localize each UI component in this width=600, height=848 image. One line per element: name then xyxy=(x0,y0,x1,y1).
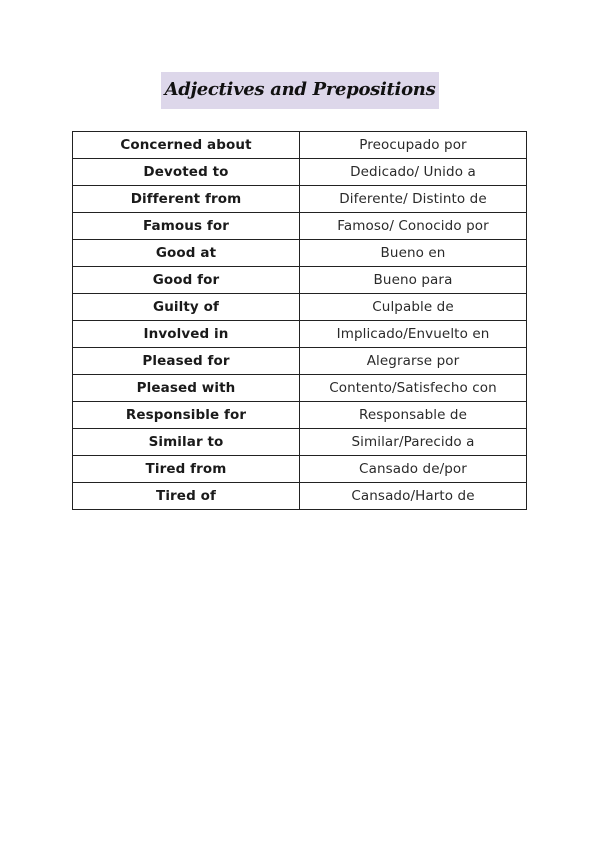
spanish-translation-cell: Diferente/ Distinto de xyxy=(300,186,527,213)
english-phrase-cell: Involved in xyxy=(73,321,300,348)
spanish-translation-cell: Culpable de xyxy=(300,294,527,321)
table-row xyxy=(73,429,527,456)
page-title: Adjectives and Prepositions xyxy=(161,72,440,109)
spanish-translation-cell: Bueno en xyxy=(300,240,527,267)
vocabulary-table-body xyxy=(73,132,527,510)
spanish-translation-cell: Cansado/Harto de xyxy=(300,483,527,510)
table-row xyxy=(73,159,527,186)
spanish-translation-cell: Famoso/ Conocido por xyxy=(300,213,527,240)
english-phrase-cell: Similar to xyxy=(73,429,300,456)
english-phrase-cell: Good for xyxy=(73,267,300,294)
spanish-translation-cell: Preocupado por xyxy=(300,132,527,159)
table-row xyxy=(73,483,527,510)
spanish-translation-cell: Contento/Satisfecho con xyxy=(300,375,527,402)
english-phrase-cell: Pleased with xyxy=(73,375,300,402)
title-container xyxy=(0,72,600,109)
spanish-translation-cell: Responsable de xyxy=(300,402,527,429)
english-phrase-cell: Tired from xyxy=(73,456,300,483)
table-row xyxy=(73,240,527,267)
english-phrase-cell: Pleased for xyxy=(73,348,300,375)
table-row xyxy=(73,348,527,375)
english-phrase-cell: Devoted to xyxy=(73,159,300,186)
english-phrase-cell: Guilty of xyxy=(73,294,300,321)
english-phrase-cell: Concerned about xyxy=(73,132,300,159)
english-phrase-cell: Famous for xyxy=(73,213,300,240)
table-row xyxy=(73,402,527,429)
table-row xyxy=(73,213,527,240)
spanish-translation-cell: Alegrarse por xyxy=(300,348,527,375)
spanish-translation-cell: Cansado de/por xyxy=(300,456,527,483)
english-phrase-cell: Tired of xyxy=(73,483,300,510)
english-phrase-cell: Responsible for xyxy=(73,402,300,429)
spanish-translation-cell: Implicado/Envuelto en xyxy=(300,321,527,348)
table-row xyxy=(73,186,527,213)
table-row xyxy=(73,375,527,402)
spanish-translation-cell: Similar/Parecido a xyxy=(300,429,527,456)
vocabulary-table xyxy=(72,131,527,510)
table-row xyxy=(73,294,527,321)
english-phrase-cell: Good at xyxy=(73,240,300,267)
table-row xyxy=(73,456,527,483)
spanish-translation-cell: Dedicado/ Unido a xyxy=(300,159,527,186)
table-row xyxy=(73,132,527,159)
spanish-translation-cell: Bueno para xyxy=(300,267,527,294)
english-phrase-cell: Different from xyxy=(73,186,300,213)
table-row xyxy=(73,267,527,294)
table-row xyxy=(73,321,527,348)
